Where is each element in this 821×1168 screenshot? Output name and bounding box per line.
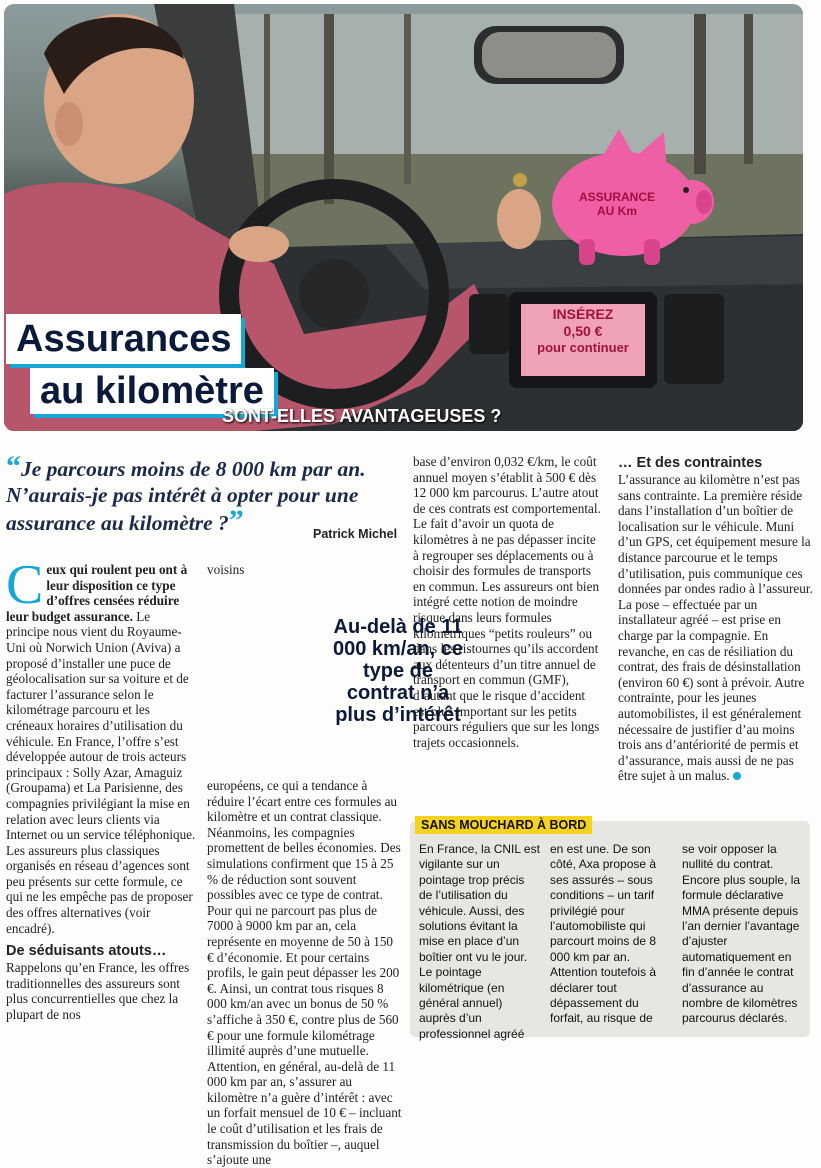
subhead-atouts: De séduisants atouts… (6, 943, 167, 960)
intro-body: Le principe nous vient du Royaume-Uni où Norwich Union (Aviva) a proposé d’installer une puce de géolocalisation sur sa voiture et de facturer l’assurance selon le kilométrage parcouru et les créneaux horaires d’utilisation du véhicule. En France, l’offre s’est développée autour de trois acteurs principaux : Solly Azar, Amaguiz (Groupama) et La Parisienne, des compagnies privilégiant la mise en relation avec leurs clients via Internet ou un service téléphonique. Les assureurs plus classiques organisés en réseau d’agences sont peu présents sur cette formule, ce qui ne les empêche pas de proposer des offres alternatives (voir encadré). (6, 608, 196, 936)
quote-close-mark: ” (228, 504, 244, 537)
column-2-paragraph: voisins européens, ce qui a tendance à réduire l’écart entre ces formules au kilomètre et un contrat classique. Néanmoins, les compagnies promettent de belles économies. Des simulations confirment que 15 à 25 % de réduction sont souvent possibles avec ce type de contrat. Pour qui ne parcourt pas plus de 7000 à 9000 km par an, cela représente en moyenne de 50 à 150 € d’économie. Et pour certains profils, le gain peut dépasser les 200 €. Ainsi, un contrat tous risques 8 000 km/an avec un bonus de 50 % s’affiche à 350 €, contre plus de 560 € pour une formule kilométrage illimité auprès d’une mutuelle. Attention, en général, au-delà de 11 000 km par an, s’assurer au kilomètre n’a guère d’intérêt : avec un forfait mensuel de 10 € – incluant le coût d’utilisation et les frais de transmission du boîtier –, auquel s’ajoute une (207, 562, 402, 1168)
article-column-1 (6, 554, 196, 1023)
dashboard-screen-text (521, 306, 645, 356)
sidebar-column-3 (682, 842, 806, 1027)
sidebar-text-2: en est une. De son côté, Axa propose à ses assurés – sous conditions – un tarif privilégié pour l’automobiliste qui parcourt moins de 8 000 km par an. Attention toutefois à déclarer tout dépassement du forfait, au risque de (550, 842, 657, 1026)
sidebar-box-title: SANS MOUCHARD À BORD (415, 816, 592, 834)
screen-line-2: 0,50 € (563, 323, 603, 339)
article-column-3 (413, 454, 603, 750)
quote-open-mark: “ (6, 450, 21, 483)
quote-text: Je parcours moins de 8 000 km par an. N’aurais-je pas intérêt à opter pour une assurance au kilomètre ? (6, 457, 366, 535)
column-3-paragraph: base d’environ 0,032 €/km, le coût annuel moyen s’établit à 500 € dès 12 000 km parcourus. L’autre atout de ces contrats est comportemental. Le fait d’avoir un quota de kilomètres à ne pas dépasser incite à regrouper ses déplacements ou à choisir des formules de transports en commun. Les assureurs ont bien intégré cette notion de moindre risque dans leurs formules kilométriques “petits rouleurs” ou dans les ristournes qu’ils accordent aux détenteurs d’un titre annuel de transport en commun (GMF), d’autant que le risque d’accident est plus important sur les petits parcours réguliers que sur les longs trajets occasionnels. (413, 454, 601, 750)
quote-author: Patrick Michel (313, 527, 398, 541)
article-column-4 (618, 454, 814, 784)
sidebar-text-1: En France, la CNIL est vigilante sur un pointage trop précis de l’utilisation du véhicule. Aussi, des solutions évitant la mise en place d’un boîtier ont vu le jour. Le pointage kilométrique (en général annuel) auprès d’un professionnel agréé (419, 842, 540, 1041)
drop-cap: C (6, 554, 44, 616)
contraintes-paragraph (618, 472, 814, 784)
sidebar-column-2 (550, 842, 672, 1027)
headline-line-1: Assurances (6, 314, 241, 364)
lead-quote (6, 450, 404, 537)
hero-photo (4, 4, 803, 431)
sidebar-column-1 (419, 842, 541, 1042)
intro-paragraph (6, 554, 196, 936)
subhead-contraintes: … Et des contraintes (618, 455, 763, 471)
atouts-paragraph: Rappelons qu’en France, les offres traditionnelles des assureurs sont plus concurrentielles que chez la plupart de nos (6, 960, 190, 1023)
piggy-label: ASSURANCE AU Km (578, 190, 655, 218)
end-bullet-icon (733, 772, 741, 780)
screen-line-3: pour continuer (537, 340, 629, 355)
contraintes-text: L’assurance au kilomètre n’est pas sans contrainte. La première réside dans l’installation d’un boîtier de localisation sur le véhicule. Muni d’un GPS, cet équipement mesure la distance parcourue et le temps d’utilisation, puis communique ces données par ondes radio à l’assureur. La pose – effectuée par un installateur agréé – est prise en charge par la compagnie. En revanche, en cas de résiliation du contrat, des frais de désinstallation (environ 60 €) sont à prévoir. Autre contrainte, pour les jeunes automobilistes, il est généralement nécessaire de justifier d’au moins trois ans d’antériorité de permis et d’assurance, mais aussi de ne pas être sujet à un malus. (618, 472, 813, 784)
headline-line-2: au kilomètre (30, 368, 274, 414)
pull-quote: Au-delà de 11 000 km/an, ce type de contrat n’a plus d’intérêt (332, 616, 464, 726)
screen-line-1: INSÉREZ (552, 306, 614, 322)
intro-lead: eux qui roulent peu ont à leur disposition ce type d’offres censées réduire leur budget assurance. (6, 562, 188, 624)
headline-subtitle: SONT-ELLES AVANTAGEUSES ? (222, 406, 502, 426)
sidebar-text-3: se voir opposer la nullité du contrat. Encore plus souple, la formule déclarative MMA présente depuis l’an dernier l’avantage d’ajuster automatiquement en fin d’année le contrat d’assurance au nombre de kilomètres parcourus déclarés. (682, 842, 801, 1026)
car-interior-illustration (4, 4, 803, 431)
